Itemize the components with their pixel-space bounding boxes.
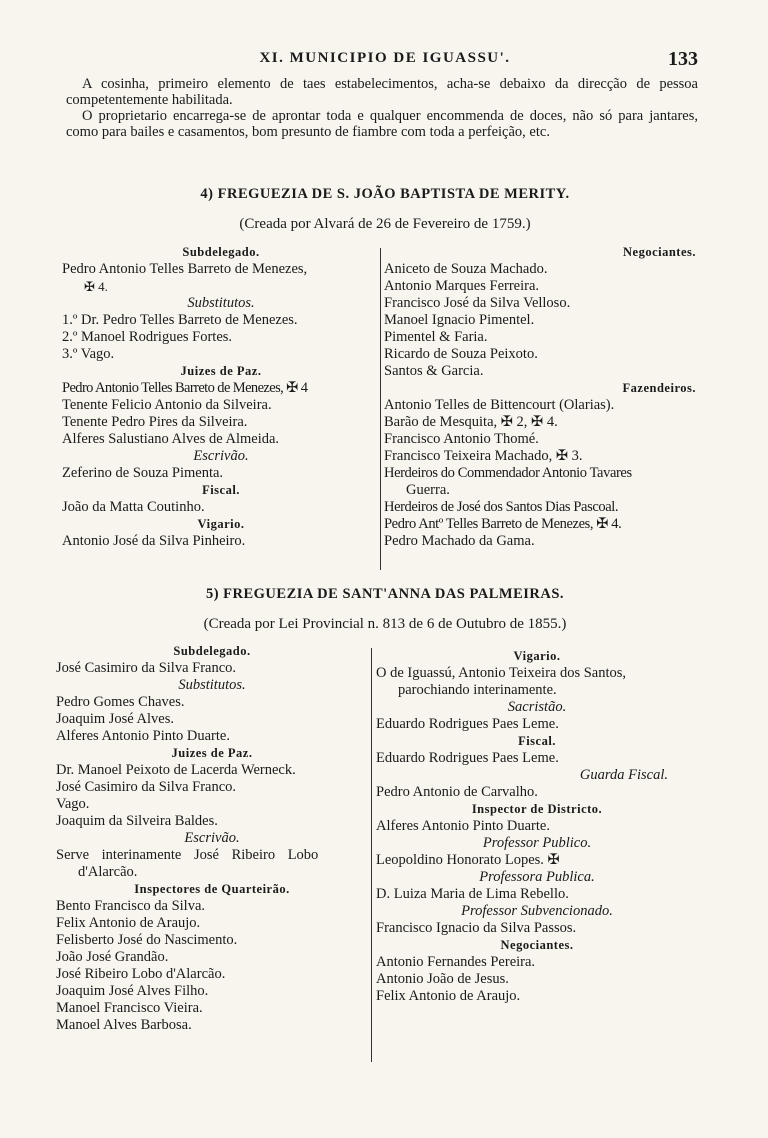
subdelegado-name: José Casimiro da Silva Franco. (56, 660, 237, 676)
column-divider (371, 648, 372, 1062)
substitutos-heading: Substitutos. (178, 677, 246, 693)
vigario-heading: Vigario. (513, 649, 561, 663)
list-item: 2.º Manoel Rodrigues Fortes. (62, 329, 233, 345)
professor-name: Leopoldino Honorato Lopes. ✠ (376, 852, 560, 868)
intro-text (66, 76, 698, 140)
list-item: Francisco Antonio Thomé. (384, 431, 539, 447)
list-item: Dr. Manoel Peixoto de Lacerda Werneck. (56, 762, 296, 778)
list-item: Manoel Ignacio Pimentel. (384, 312, 535, 328)
list-item: Pimentel & Faria. (384, 329, 488, 345)
list-item: Aniceto de Souza Machado. (384, 261, 548, 277)
list-item: Francisco Teixeira Machado, ✠ 3. (384, 448, 583, 464)
list-item: Pedro Antonio Telles Barreto de Menezes, ✠ 4 (62, 380, 308, 396)
list-item: Herdeiros de José dos Santos Dias Pascoal. (384, 499, 619, 515)
section-5-note: (Creada por Lei Provincial n. 813 de 6 de Outubro de 1855.) (203, 616, 567, 632)
list-item: Antonio Marques Ferreira. (384, 278, 540, 294)
fazendeiros-heading: Fazendeiros. (622, 381, 696, 395)
sacristao-heading: Sacristão. (507, 699, 567, 715)
list-item: Ricardo de Souza Peixoto. (384, 346, 538, 362)
escrivao-line-1: Serve interinamente José Ribeiro Lobo (56, 847, 319, 863)
vigario-line-1: O de Iguassú, Antonio Teixeira dos Santos, (376, 665, 627, 681)
section-5-title: 5) FREGUEZIA DE SANT'ANNA DAS PALMEIRAS. (205, 586, 565, 602)
section-5-right-column (376, 648, 698, 1005)
guarda-fiscal-heading: Guarda Fiscal. (579, 767, 668, 783)
column-divider (380, 248, 381, 570)
list-item: Francisco José da Silva Velloso. (384, 295, 571, 311)
professora-name: D. Luiza Maria de Lima Rebello. (376, 886, 569, 902)
list-item: Guerra. (406, 482, 450, 498)
subdelegado-heading: Subdelegado. (182, 245, 260, 259)
list-item: Felisberto José do Nascimento. (56, 932, 238, 948)
list-item: Manoel Francisco Vieira. (56, 1000, 203, 1016)
list-item: 1.º Dr. Pedro Telles Barreto de Menezes. (62, 312, 298, 328)
list-item: Manoel Alves Barbosa. (56, 1017, 192, 1033)
list-item: Joaquim José Alves. (56, 711, 175, 727)
list-item: João José Grandão. (56, 949, 169, 965)
subdelegado-order: ✠ 4. (84, 279, 108, 294)
running-title: XI. MUNICIPIO DE IGUASSU'. (259, 50, 511, 66)
list-item: Tenente Felicio Antonio da Silveira. (62, 397, 272, 413)
subdelegado-name: Pedro Antonio Telles Barreto de Menezes, (62, 261, 308, 277)
substitutos-heading: Substitutos. (187, 295, 255, 311)
escrivao-line-2: d'Alarcão. (78, 864, 138, 880)
list-item: Vago. (56, 796, 90, 812)
professor-subvencionado-heading: Professor Subvencionado. (461, 903, 613, 919)
fiscal-name: Eduardo Rodrigues Paes Leme. (376, 750, 559, 766)
list-item: Pedro Antº Telles Barreto de Menezes, ✠ 4. (384, 516, 622, 532)
section-4-left-column (62, 244, 380, 550)
section-4-title: 4) FREGUEZIA DE S. JOÃO BAPTISTA DE MERITY. (200, 186, 570, 202)
section-5-left-column (56, 643, 368, 1034)
inspector-name: Alferes Antonio Pinto Duarte. (376, 818, 550, 834)
page-number: 133 (668, 48, 698, 70)
page-header (60, 48, 710, 74)
list-item: Felix Antonio de Araujo. (56, 915, 201, 931)
list-item: Felix Antonio de Araujo. (376, 988, 521, 1004)
fiscal-heading: Fiscal. (518, 734, 556, 748)
inspector-heading: Inspector de Districto. (471, 802, 603, 816)
vigario-line-2: parochiando interinamente. (398, 682, 557, 698)
list-item: Bento Francisco da Silva. (56, 898, 206, 914)
list-item: José Ribeiro Lobo d'Alarcão. (56, 966, 226, 982)
list-item: 3.º Vago. (62, 346, 115, 362)
intro-paragraph-2: O proprietario encarrega-se de aprontar toda e qualquer encommenda de doces, não só para jantares, como para bailes e casamentos, bom presunto de fiambre com toda a perfeição, etc. (66, 108, 698, 140)
professora-heading: Professora Publica. (479, 869, 595, 885)
list-item: Santos & Garcia. (384, 363, 484, 379)
list-item: Pedro Machado da Gama. (384, 533, 535, 549)
subdelegado-heading: Subdelegado. (173, 644, 251, 658)
list-item: Joaquim José Alves Filho. (56, 983, 209, 999)
negociantes-heading: Negociantes. (623, 245, 696, 259)
juizes-heading: Juizes de Paz. (171, 746, 253, 760)
section-4-note: (Creada por Alvará de 26 de Fevereiro de 1759.) (239, 216, 531, 232)
list-item: Tenente Pedro Pires da Silveira. (62, 414, 248, 430)
intro-paragraph-1: A cosinha, primeiro elemento de taes estabelecimentos, acha-se debaixo da direcção de pessoa competentemente habilitada. (66, 76, 698, 108)
list-item: Pedro Gomes Chaves. (56, 694, 185, 710)
vigario-name: Antonio José da Silva Pinheiro. (62, 533, 246, 549)
list-item: Antonio João de Jesus. (376, 971, 509, 987)
professor-heading: Professor Publico. (482, 835, 592, 851)
inspectores-heading: Inspectores de Quarteirão. (134, 882, 290, 896)
escrivao-name: Zeferino de Souza Pimenta. (62, 465, 224, 481)
juizes-heading: Juizes de Paz. (180, 364, 262, 378)
vigario-heading: Vigario. (197, 517, 245, 531)
escrivao-heading: Escrivão. (193, 448, 249, 464)
professor-subvencionado-name: Francisco Ignacio da Silva Passos. (376, 920, 577, 936)
list-item: Barão de Mesquita, ✠ 2, ✠ 4. (384, 414, 558, 430)
guarda-fiscal-name: Pedro Antonio de Carvalho. (376, 784, 538, 800)
list-item: Antonio Telles de Bittencourt (Olarias). (384, 397, 615, 413)
list-item: Herdeiros do Commendador Antonio Tavares (384, 465, 632, 481)
list-item: Alferes Salustiano Alves de Almeida. (62, 431, 280, 447)
fiscal-name: João da Matta Coutinho. (62, 499, 205, 515)
list-item: Alferes Antonio Pinto Duarte. (56, 728, 230, 744)
fiscal-heading: Fiscal. (202, 483, 240, 497)
sacristao-name: Eduardo Rodrigues Paes Leme. (376, 716, 559, 732)
list-item: Joaquim da Silveira Baldes. (56, 813, 218, 829)
escrivao-heading: Escrivão. (184, 830, 240, 846)
list-item: José Casimiro da Silva Franco. (56, 779, 237, 795)
section-4-right-column (384, 244, 706, 550)
negociantes-heading: Negociantes. (500, 938, 574, 952)
list-item: Antonio Fernandes Pereira. (376, 954, 536, 970)
